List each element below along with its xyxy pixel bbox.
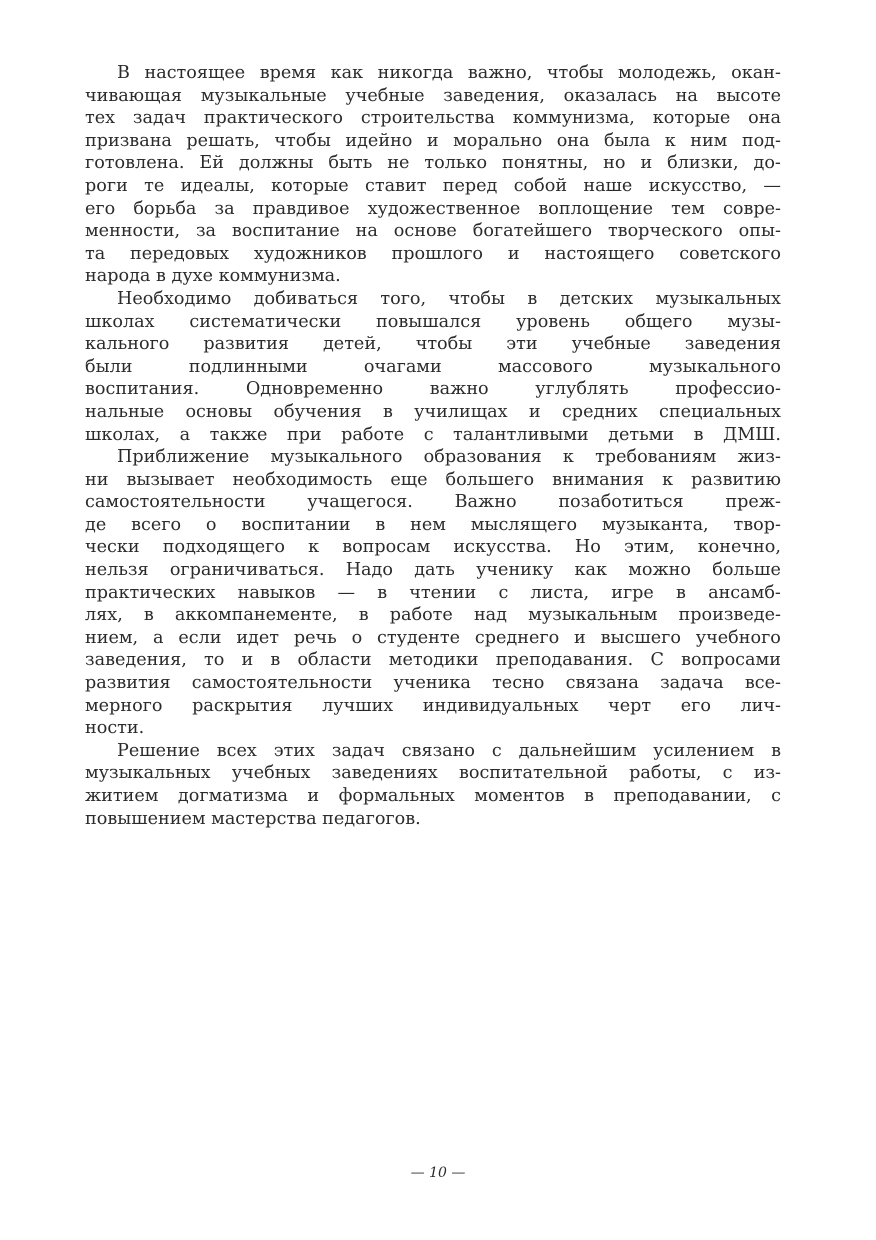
body-text bbox=[85, 62, 781, 830]
text-line: призвана решать, чтобы идейно и морально она была к ним под- bbox=[85, 130, 781, 151]
text-line: музыкальных учебных заведениях воспитательной работы, с из- bbox=[85, 763, 781, 784]
text-line: де всего о воспитании в нем мыслящего музыканта, твор- bbox=[85, 514, 781, 535]
text-line: были подлинными очагами массового музыкального bbox=[85, 356, 781, 377]
paragraph-2 bbox=[85, 288, 781, 446]
text-line: тех задач практического строительства коммунизма, которые она bbox=[85, 108, 781, 129]
text-line: его борьба за правдивое художественное воплощение тем совре- bbox=[85, 198, 781, 219]
text-line: ни вызывает необходимость еще большего внимания к развитию bbox=[85, 469, 781, 490]
paragraph-4 bbox=[85, 740, 781, 830]
paragraph-1 bbox=[85, 62, 781, 288]
text-line: та передовых художников прошлого и настоящего советского bbox=[85, 243, 781, 264]
text-line: самостоятельности учащегося. Важно позаботиться преж- bbox=[85, 492, 781, 513]
text-line: ности. bbox=[85, 718, 145, 739]
text-line: чивающая музыкальные учебные заведения, оказалась на высоте bbox=[85, 85, 781, 106]
text-line: житием догматизма и формальных моментов в преподавании, с bbox=[85, 786, 781, 806]
text-line: Приближение музыкального образования к требованиям жиз- bbox=[117, 447, 781, 468]
text-line: воспитания. Одновременно важно углублять профессио- bbox=[85, 379, 781, 400]
text-line: школах систематически повышался уровень общего музы- bbox=[85, 311, 781, 332]
text-line: мерного раскрытия лучших индивидуальных черт его лич- bbox=[85, 695, 781, 716]
text-line: Решение всех этих задач связано с дальнейшим усилением в bbox=[117, 740, 781, 761]
text-line: готовлена. Ей должны быть не только понятны, но и близки, до- bbox=[85, 153, 781, 174]
text-line: развития самостоятельности ученика тесно связана задача все- bbox=[85, 673, 781, 694]
text-line: нельзя ограничиваться. Надо дать ученику как можно больше bbox=[85, 560, 781, 581]
text-line: менности, за воспитание на основе богатейшего творческого опы- bbox=[85, 221, 781, 242]
text-line: повышением мастерства педагогов. bbox=[85, 808, 421, 829]
text-line: роги те идеалы, которые ставит перед собой наше искусство, — bbox=[85, 175, 781, 196]
text-line: школах, а также при работе с талантливыми детьми в ДМШ. bbox=[85, 424, 781, 445]
text-line: В настоящее время как никогда важно, чтобы молодежь, окан- bbox=[117, 63, 781, 83]
text-line: лях, в аккомпанементе, в работе над музыкальным произведе- bbox=[85, 605, 781, 626]
text-line: Необходимо добиваться того, чтобы в детских музыкальных bbox=[117, 288, 781, 309]
text-line: заведения, то и в области методики преподавания. С вопросами bbox=[85, 650, 781, 671]
text-line: нальные основы обучения в училищах и средних специальных bbox=[85, 401, 781, 422]
text-line: нием, а если идет речь о студенте среднего и высшего учебного bbox=[85, 627, 781, 648]
text-line: практических навыков — в чтении с листа, игре в ансамб- bbox=[85, 582, 781, 603]
text-line: народа в духе коммунизма. bbox=[85, 266, 341, 287]
paragraph-3 bbox=[85, 446, 781, 740]
text-line: кального развития детей, чтобы эти учебные заведения bbox=[85, 334, 781, 355]
text-line: чески подходящего к вопросам искусства. Но этим, конечно, bbox=[85, 537, 781, 558]
page-number: — 10 — bbox=[410, 1165, 466, 1181]
